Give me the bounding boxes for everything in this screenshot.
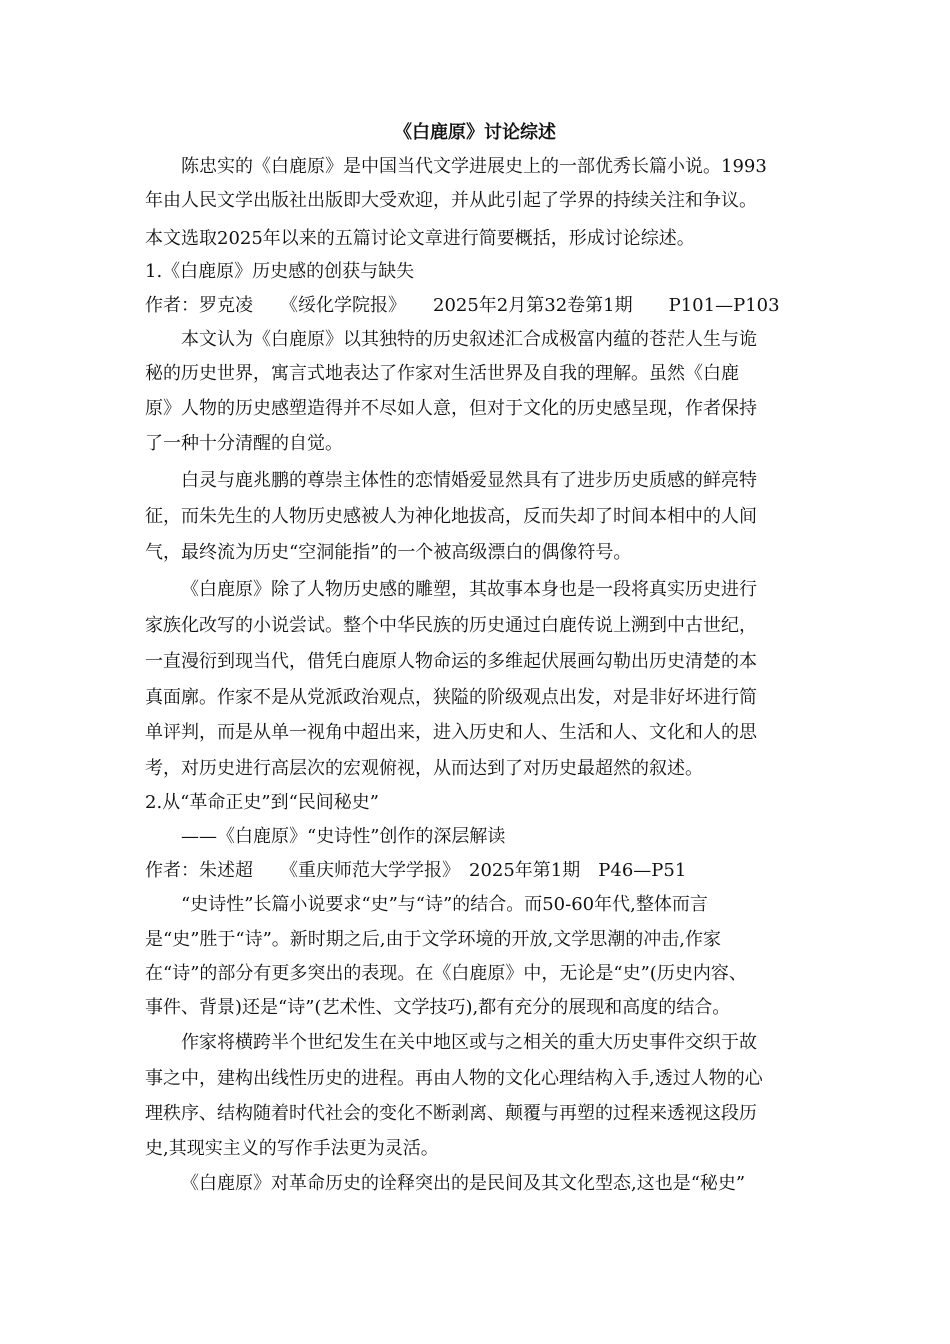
paragraph-line: 征，而朱先生的人物历史感被人为神化地拔高，反而失却了时间本相中的人间 (145, 506, 757, 527)
paragraph-line: 作家将横跨半个世纪发生在关中地区或与之相关的重大历史事件交织于故 (181, 1032, 757, 1053)
paragraph-line: 《白鹿原》除了人物历史感的雕塑，其故事本身也是一段将真实历史进行 (181, 579, 757, 600)
paragraph-line: 原》人物的历史感塑造得并不尽如人意，但对于文化的历史感呈现，作者保持 (145, 398, 757, 419)
paragraph-line: 本文选取2025年以来的五篇讨论文章进行简要概括，形成讨论综述。 (145, 228, 695, 249)
document-title: 《白鹿原》讨论综述 (394, 122, 556, 143)
section-heading: 2.从“革命正史”到“民间秘史” (145, 792, 379, 813)
paragraph-line: 是“史”胜于“诗”。新时期之后,由于文学环境的开放,文学思潮的冲击,作家 (145, 929, 721, 950)
paragraph-line: 单评判，而是从单一视角中超出来，进入历史和人、生活和人、文化和人的思 (145, 722, 757, 743)
paragraph-line: 《白鹿原》对革命历史的诠释突出的是民间及其文化型态,这也是“秘史” (181, 1173, 746, 1194)
author-info: 作者：朱述超 《重庆师范大学学报》 2025年第1期 P46—P51 (145, 860, 687, 881)
paragraph-line: 本文认为《白鹿原》以其独特的历史叙述汇合成极富内蕴的苍茫人生与诡 (181, 329, 757, 350)
paragraph-line: 事件、背景)还是“诗”(艺术性、文学技巧),都有充分的展现和高度的结合。 (145, 997, 731, 1018)
paragraph-line: 陈忠实的《白鹿原》是中国当代文学进展史上的一部优秀长篇小说。1993 (181, 156, 767, 177)
paragraph-line: 真面廓。作家不是从党派政治观点，狭隘的阶级观点出发，对是非好坏进行简 (145, 687, 757, 708)
paragraph-line: 年由人民文学出版社出版即大受欢迎，并从此引起了学界的持续关注和争议。 (145, 190, 757, 211)
author-info: 作者：罗克凌 《绥化学院报》 2025年2月第32卷第1期 P101—P103 (145, 295, 780, 316)
paragraph-line: “史诗性”长篇小说要求“史”与“诗”的结合。而50-60年代,整体而言 (181, 894, 708, 915)
paragraph-line: 了一种十分清醒的自觉。 (145, 433, 343, 454)
paragraph-line: 史,其现实主义的写作手法更为灵活。 (145, 1138, 439, 1159)
paragraph-line: 事之中，建构出线性历史的进程。再由人物的文化心理结构入手,透过人物的心 (145, 1068, 763, 1089)
paragraph-line: 考，对历史进行高层次的宏观俯视，从而达到了对历史最超然的叙述。 (145, 758, 703, 779)
section-heading: 1.《白鹿原》历史感的创获与缺失 (145, 261, 415, 282)
paragraph-line: 一直漫衍到现当代，借凭白鹿原人物命运的多维起伏展画勾勒出历史清楚的本 (145, 651, 757, 672)
paragraph-line: 气，最终流为历史“空洞能指”的一个被高级漂白的偶像符号。 (145, 542, 632, 563)
paragraph-line: 在“诗”的部分有更多突出的表现。在《白鹿原》中，无论是“史”(历史内容、 (145, 963, 747, 984)
section-subtitle: ——《白鹿原》“史诗性”创作的深层解读 (181, 826, 506, 847)
paragraph-line: 理秩序、结构随着时代社会的变化不断剥离、颠覆与再塑的过程来透视这段历 (145, 1103, 757, 1124)
paragraph-line: 秘的历史世界，寓言式地表达了作家对生活世界及自我的理解。虽然《白鹿 (145, 363, 739, 384)
paragraph-line: 家族化改写的小说尝试。整个中华民族的历史通过白鹿传说上溯到中古世纪， (145, 615, 757, 636)
paragraph-line: 白灵与鹿兆鹏的尊崇主体性的恋情婚爱显然具有了进步历史质感的鲜亮特 (181, 470, 757, 491)
